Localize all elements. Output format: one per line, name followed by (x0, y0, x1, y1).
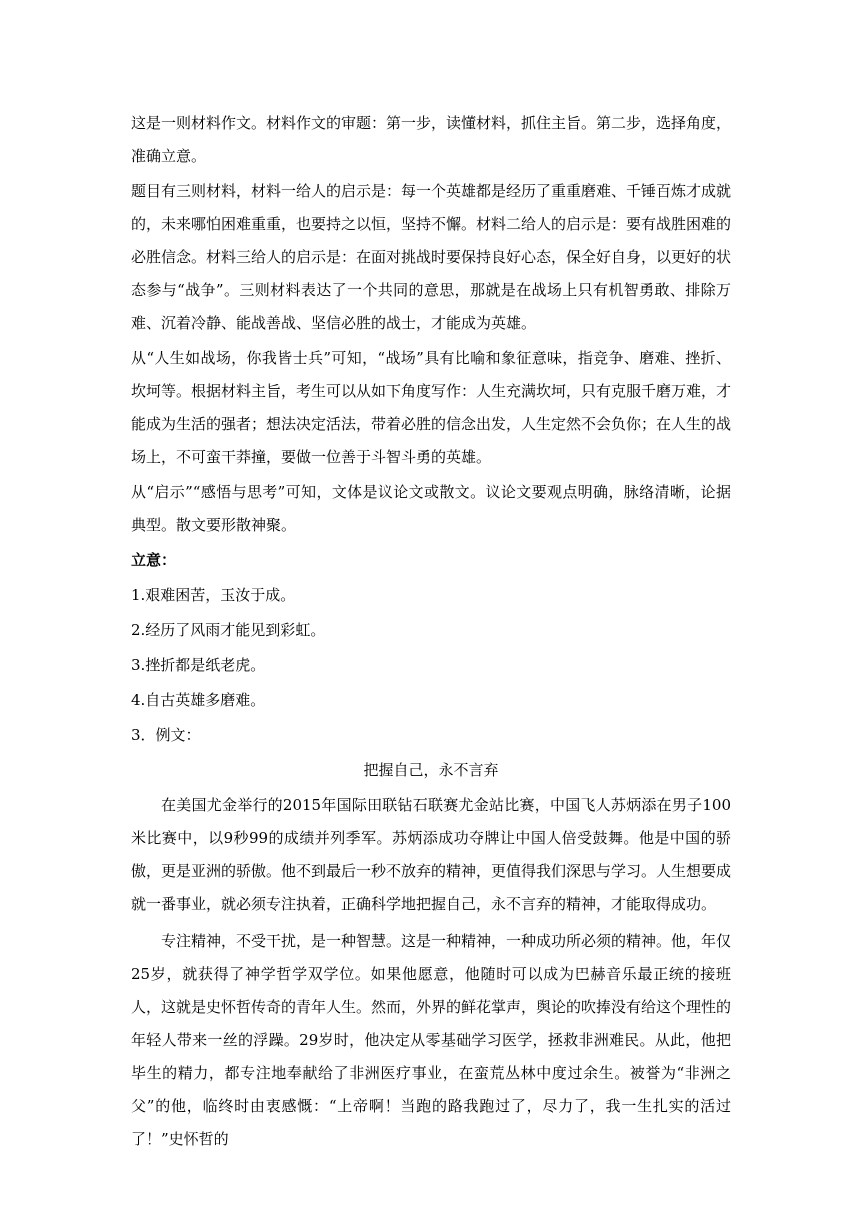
essay-title: 把握自己，永不言弃 (363, 761, 499, 779)
theme-item-2: 2.经历了风雨才能见到彩虹。 (131, 621, 326, 639)
essay-paragraph-1: 在美国尤金举行的2015年国际田联钻石联赛尤金站比赛，中国飞人苏炳添在男子100米比赛中，以9秒99的成绩并列季军。苏炳添成功夺牌让中国人倍受鼓舞。他是中国的骄傲，更是亚洲的骄傲。他不到最后一秒不放弃的精神，更值得我们深思与学习。人生想要成就一番事业，就必须专注执着，正确科学地把握自己，永不言弃的精神，才能取得成功。 (131, 796, 732, 913)
analysis-paragraph-2: 题目有三则材料，材料一给人的启示是：每一个英雄都是经历了重重磨难、千锤百炼才成就的，未来哪怕困难重重，也要持之以恒，坚持不懈。材料二给人的启示是：要有战胜困难的必胜信念。材料三给人的启示是：在面对挑战时要保持良好心态，保全好自身，以更好的状态参与“战争”。三则材料表达了一个共同的意思，那就是在战场上只有机智勇敢、排除万难、沉着冷静、能战善战、坚信必胜的战士，才能成为英雄。 (131, 182, 732, 332)
analysis-paragraph-4: 从“启示”“感悟与思考”可知，文体是议论文或散文。议论文要观点明确，脉络清晰，论据典型。散文要形散神聚。 (131, 483, 731, 534)
example-label: 3．例文： (131, 726, 201, 744)
theme-item-3: 3.挫折都是纸老虎。 (131, 656, 266, 674)
theme-item-4: 4.自古英雄多磨难。 (131, 691, 266, 709)
analysis-paragraph-1: 这是一则材料作文。材料作文的审题：第一步，读懂材料，抓住主旨。第二步，选择角度，准确立意。 (131, 114, 732, 165)
theme-heading: 立意： (131, 551, 177, 569)
essay-paragraph-2: 专注精神，不受干扰，是一种智慧。这是一种精神，一种成功所必须的精神。他，年仅25岁，就获得了神学哲学双学位。如果他愿意，他随时可以成为巴赫音乐最正统的接班人，这就是史怀哲传奇的青年人生。然而，外界的鲜花掌声，舆论的吹捧没有给这个理性的年轻人带来一丝的浮躁。29岁时，他决定从零基础学习医学，拯救非洲难民。从此，他把毕生的精力，都专注地奉献给了非洲医疗事业，在蛮荒丛林中度过余生。被誉为“非洲之父”的他，临终时由衷感慨：“上帝啊！当跑的路我跑过了，尽力了，我一生扎实的活过了！”史怀哲的 (131, 932, 732, 1148)
document-page (131, 107, 731, 1160)
analysis-paragraph-3: 从“人生如战场，你我皆士兵”可知，“战场”具有比喻和象征意味，指竞争、磨难、挫折、坎坷等。根据材料主旨，考生可以从如下角度写作：人生充满坎坷，只有克服千磨万难，才能成为生活的强者；想法决定活法，带着必胜的信念出发，人生定然不会负你；在人生的战场上，不可蛮干莽撞，要做一位善于斗智斗勇的英雄。 (131, 349, 732, 466)
theme-item-1: 1.艰难困苦，玉汝于成。 (131, 586, 296, 604)
